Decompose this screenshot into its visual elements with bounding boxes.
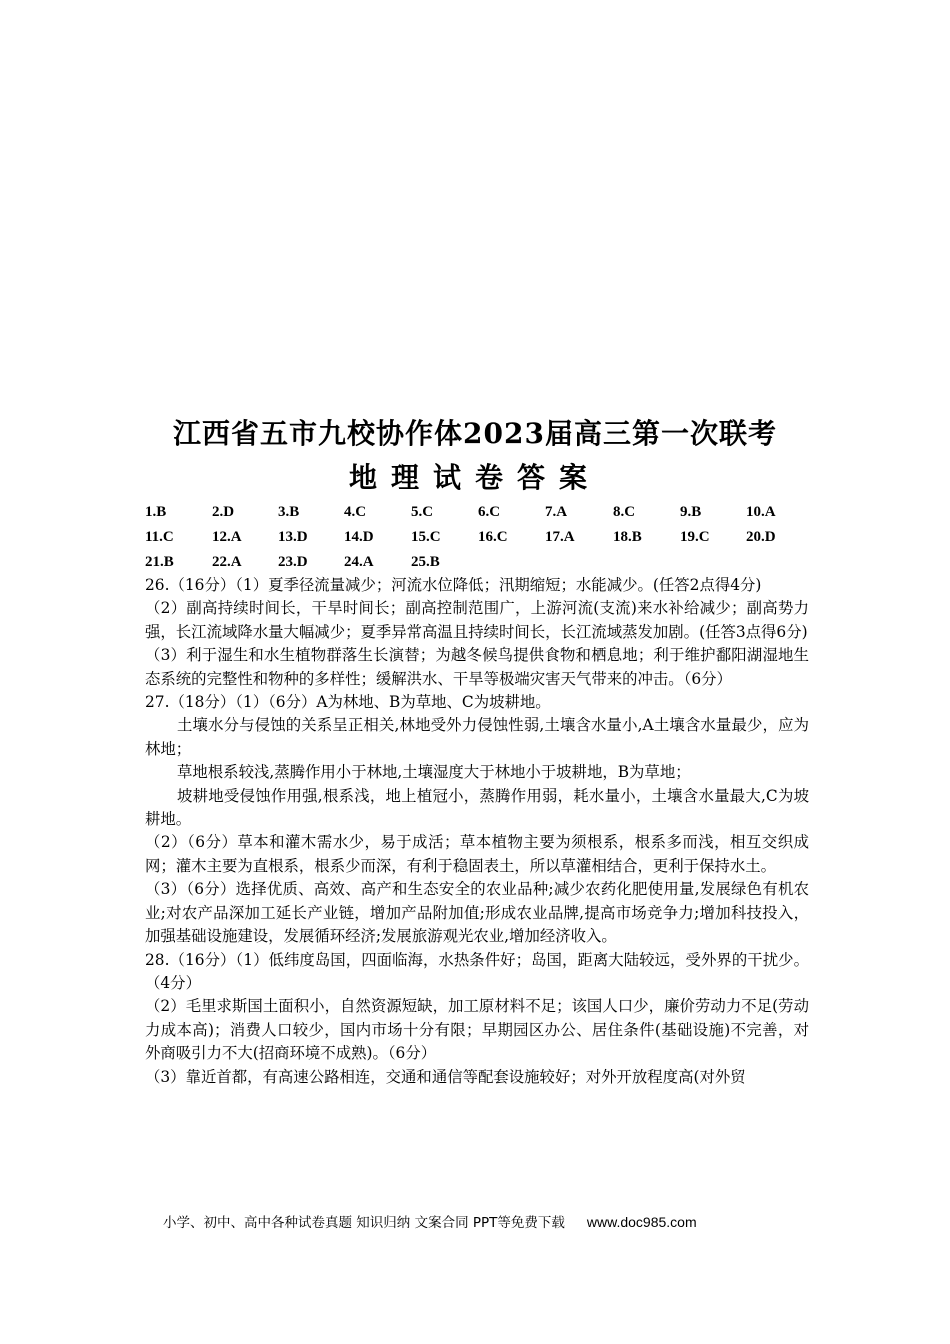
answer-row [145, 550, 825, 575]
answer-item: 19.C [680, 529, 710, 545]
page-footer [163, 1211, 803, 1234]
answer-paragraph: （3）（6分）选择优质、高效、高产和生态安全的农业品种;减少农药化肥使用量,发展绿色有机农业;对农产品深加工延长产业链，增加产品附加值;形成农业品牌,提高市场竞争力;增加科技投入，加强基础设施建设，发展循环经济;发展旅游观光农业,增加经济收入。 [145, 880, 809, 946]
answer-item: 17.A [545, 529, 575, 545]
answer-item: 5.C [411, 504, 434, 520]
document-title: 江西省五市九校协作体2023届高三第一次联考 [173, 417, 777, 450]
footer-url[interactable]: www.doc985.com [586, 1214, 697, 1230]
answer-item: 2.D [212, 504, 235, 520]
answer-item: 7.A [545, 504, 568, 520]
answer-paragraph: （2）（6分）草本和灌木需水少，易于成活；草本植物主要为须根系，根系多而浅，相互交织成网；灌木主要为直根系，根系少而深，有利于稳固表土，所以草灌相结合，更利于保持水土。 [145, 833, 809, 875]
answer-item: 22.A [212, 554, 242, 570]
document-subtitle: 地理试卷答案 [348, 461, 601, 494]
answer-paragraph: 坡耕地受侵蚀作用强,根系浅，地上植冠小，蒸腾作用弱，耗水量小，土壤含水量最大,C为坡耕地。 [145, 786, 809, 829]
answer-item: 13.D [278, 529, 308, 545]
answer-row [145, 525, 825, 550]
answer-item: 1.B [145, 504, 167, 520]
answer-item: 15.C [411, 529, 441, 545]
answer-paragraph: （2）毛里求斯国土面积小，自然资源短缺，加工原材料不足；该国人口少，廉价劳动力不足(劳动力成本高)；消费人口较少，国内市场十分有限；早期园区办公、居住条件(基础设施)不完善，对外商吸引力不大(招商环境不成熟)。（6分） [145, 997, 809, 1063]
answer-item: 21.B [145, 554, 174, 570]
answer-item: 16.C [478, 529, 508, 545]
answer-item: 18.B [613, 529, 642, 545]
footer-text: 小学、初中、高中各种试卷真题 知识归纳 文案合同 PPT等免费下载 [163, 1215, 565, 1231]
answer-item: 20.D [746, 529, 776, 545]
answer-key-grid [145, 500, 825, 575]
answer-row [145, 500, 825, 525]
answer-paragraph: （3）靠近首都，有高速公路相连，交通和通信等配套设施较好；对外开放程度高(对外贸 [145, 1067, 746, 1086]
answer-item: 3.B [278, 504, 300, 520]
answer-paragraph: 草地根系较浅,蒸腾作用小于林地,土壤湿度大于林地小于坡耕地，B为草地； [177, 763, 691, 782]
answer-paragraph: 26.（16分）（1）夏季径流量减少；河流水位降低；汛期缩短；水能减少。(任答2点得4分) [145, 576, 762, 594]
answer-paragraph: 27.（18分）（1）（6分）A为林地、B为草地、C为坡耕地。 [145, 693, 551, 712]
answer-paragraph: （2）副高持续时间长，干旱时间长；副高控制范围广，上游河流(支流)来水补给减少；副高势力强，长江流域降水量大幅减少；夏季异常高温且持续时间长，长江流域蒸发加剧。(任答3点得6分) [145, 599, 809, 641]
answer-paragraph: （3）利于湿生和水生植物群落生长演替；为越冬候鸟提供食物和栖息地；利于维护鄱阳湖湿地生态系统的完整性和物种的多样性；缓解洪水、干旱等极端灾害天气带来的冲击。（6分） [145, 646, 809, 688]
answer-item: 12.A [212, 529, 242, 545]
answer-item: 9.B [680, 504, 702, 520]
answer-item: 11.C [145, 529, 174, 545]
answer-explanations [145, 574, 809, 1089]
answer-item: 10.A [746, 504, 776, 520]
answer-item: 25.B [411, 554, 440, 570]
answer-item: 23.D [278, 554, 308, 570]
answer-item: 14.D [344, 529, 374, 545]
answer-item: 8.C [613, 504, 636, 520]
answer-item: 4.C [344, 504, 367, 520]
answer-paragraph: 28.（16分）（1）低纬度岛国，四面临海，水热条件好；岛国，距离大陆较远，受外界的干扰少。（4分） [145, 950, 809, 992]
answer-item: 24.A [344, 554, 374, 570]
answer-item: 6.C [478, 504, 501, 520]
answer-paragraph: 土壤水分与侵蚀的关系呈正相关,林地受外力侵蚀性弱,土壤含水量小,A土壤含水量最少，应为林地； [145, 716, 809, 758]
